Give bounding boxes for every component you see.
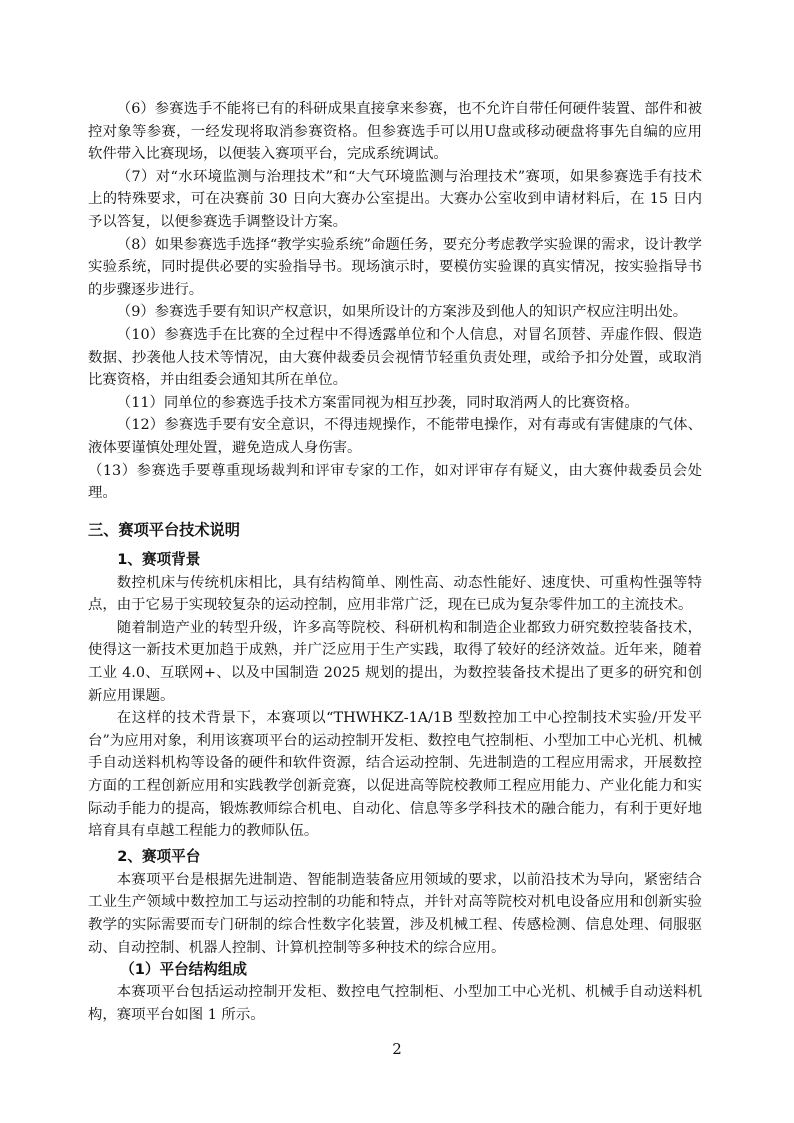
structure-heading: （1）平台结构组成 <box>120 961 248 979</box>
background-paragraph-2: 随着制造产业的转型升级，许多高等院校、科研机构和制造企业都致力研究数控装备技术，使得这一新技术更加趋于成熟，并广泛应用于生产实践，取得了较好的经济效益。近年来，随着工业 4.0、互联网+、以及中国制造 2025 规划的提出，为数控装备技术提出了更多的研究和创新应用课题。 <box>88 619 702 704</box>
rule-7: （7）对“水环境监测与治理技术”和“大气环境监测与治理技术”赛项，如果参赛选手有技术上的特殊要求，可在决赛前 30 日向大赛办公室提出。大赛办公室收到申请材料后，在 15 日内予以答复，以便参赛选手调整设计方案。 <box>88 168 702 230</box>
platform-paragraph-1: 本赛项平台是根据先进制造、智能制造装备应用领域的要求，以前沿技术为导向，紧密结合工业生产领域中数控加工与运动控制的功能和特点，并针对高等院校对机电设备应用和创新实验教学的实际需要而专门研制的综合性数字化装置，涉及机械工程、传感检测、信息处理、伺服驱动、自动控制、机器人控制、计算机控制等多种技术的综合应用。 <box>88 871 702 956</box>
page-number: 2 <box>392 1040 402 1058</box>
structure-paragraph: 本赛项平台包括运动控制开发柜、数控电气控制柜、小型加工中心光机、机械手自动送料机构，赛项平台如图 1 所示。 <box>88 984 702 1023</box>
rule-10: （10）参赛选手在比赛的全过程中不得透露单位和个人信息，对冒名顶替、弄虚作假、假造数据、抄袭他人技术等情况，由大赛仲裁委员会视情节轻重负责处理，或给予扣分处置，或取消比赛资格，并由组委会通知其所在单位。 <box>88 326 702 389</box>
section-heading: 三、赛项平台技术说明 <box>88 520 240 539</box>
rule-6: （6）参赛选手不能将已有的科研成果直接拿来参赛，也不允许自带任何硬件装置、部件和被控对象等参赛，一经发现将取消参赛资格。但参赛选手可以用U盘或移动硬盘将事先自编的应用软件带入比赛现场，以便装入赛项平台，完成系统调试。 <box>88 101 702 163</box>
rule-11: （11）同单位的参赛选手技术方案雷同视为相互抄袭，同时取消两人的比赛资格。 <box>116 394 639 411</box>
rule-13: （13）参赛选手要尊重现场裁判和评审专家的工作，如对评审存有疑义，由大赛仲裁委员会处理。 <box>88 462 702 502</box>
document-body <box>88 98 702 1026</box>
subsection-background-heading: 1、赛项背景 <box>117 550 201 568</box>
rule-12: （12）参赛选手要有安全意识，不得违规操作，不能带电操作，对有毒或有害健康的气体、液体要谨慎处理处置，避免造成人身伤害。 <box>88 417 702 456</box>
background-paragraph-3: 在这样的技术背景下，本赛项以“THWHKZ-1A/1B 型数控加工中心控制技术实验/开发平台”为应用对象，利用该赛项平台的运动控制开发柜、数控电气控制柜、小型加工中心光机、机械手自动送料机构等设备的硬件和软件资源，结合运动控制、先进制造的工程应用需求，开展数控方面的工程创新应用和实践教学创新竞赛，以促进高等院校教师工程应用能力、产业化能力和实际动手能力的提高，锻炼教师综合机电、自动化、信息等多学科技术的融合能力，有利于更好地培育具有卓越工程能力的教师队伍。 <box>88 710 702 840</box>
rule-9: （9）参赛选手要有知识产权意识，如果所设计的方案涉及到他人的知识产权应注明出处。 <box>116 304 688 321</box>
background-paragraph-1: 数控机床与传统机床相比，具有结构简单、刚性高、动态性能好、速度快、可重构性强等特点，由于它易于实现较复杂的运动控制，应用非常广泛，现在已成为复杂零件加工的主流技术。 <box>88 574 702 614</box>
subsection-platform-heading: 2、赛项平台 <box>117 847 201 865</box>
rule-8: （8）如果参赛选手选择“教学实验系统”命题任务，要充分考虑教学实验课的需求，设计教学实验系统，同时提供必要的实验指导书。现场演示时，要模仿实验课的真实情况，按实验指导书的步骤逐步进行。 <box>88 236 702 298</box>
